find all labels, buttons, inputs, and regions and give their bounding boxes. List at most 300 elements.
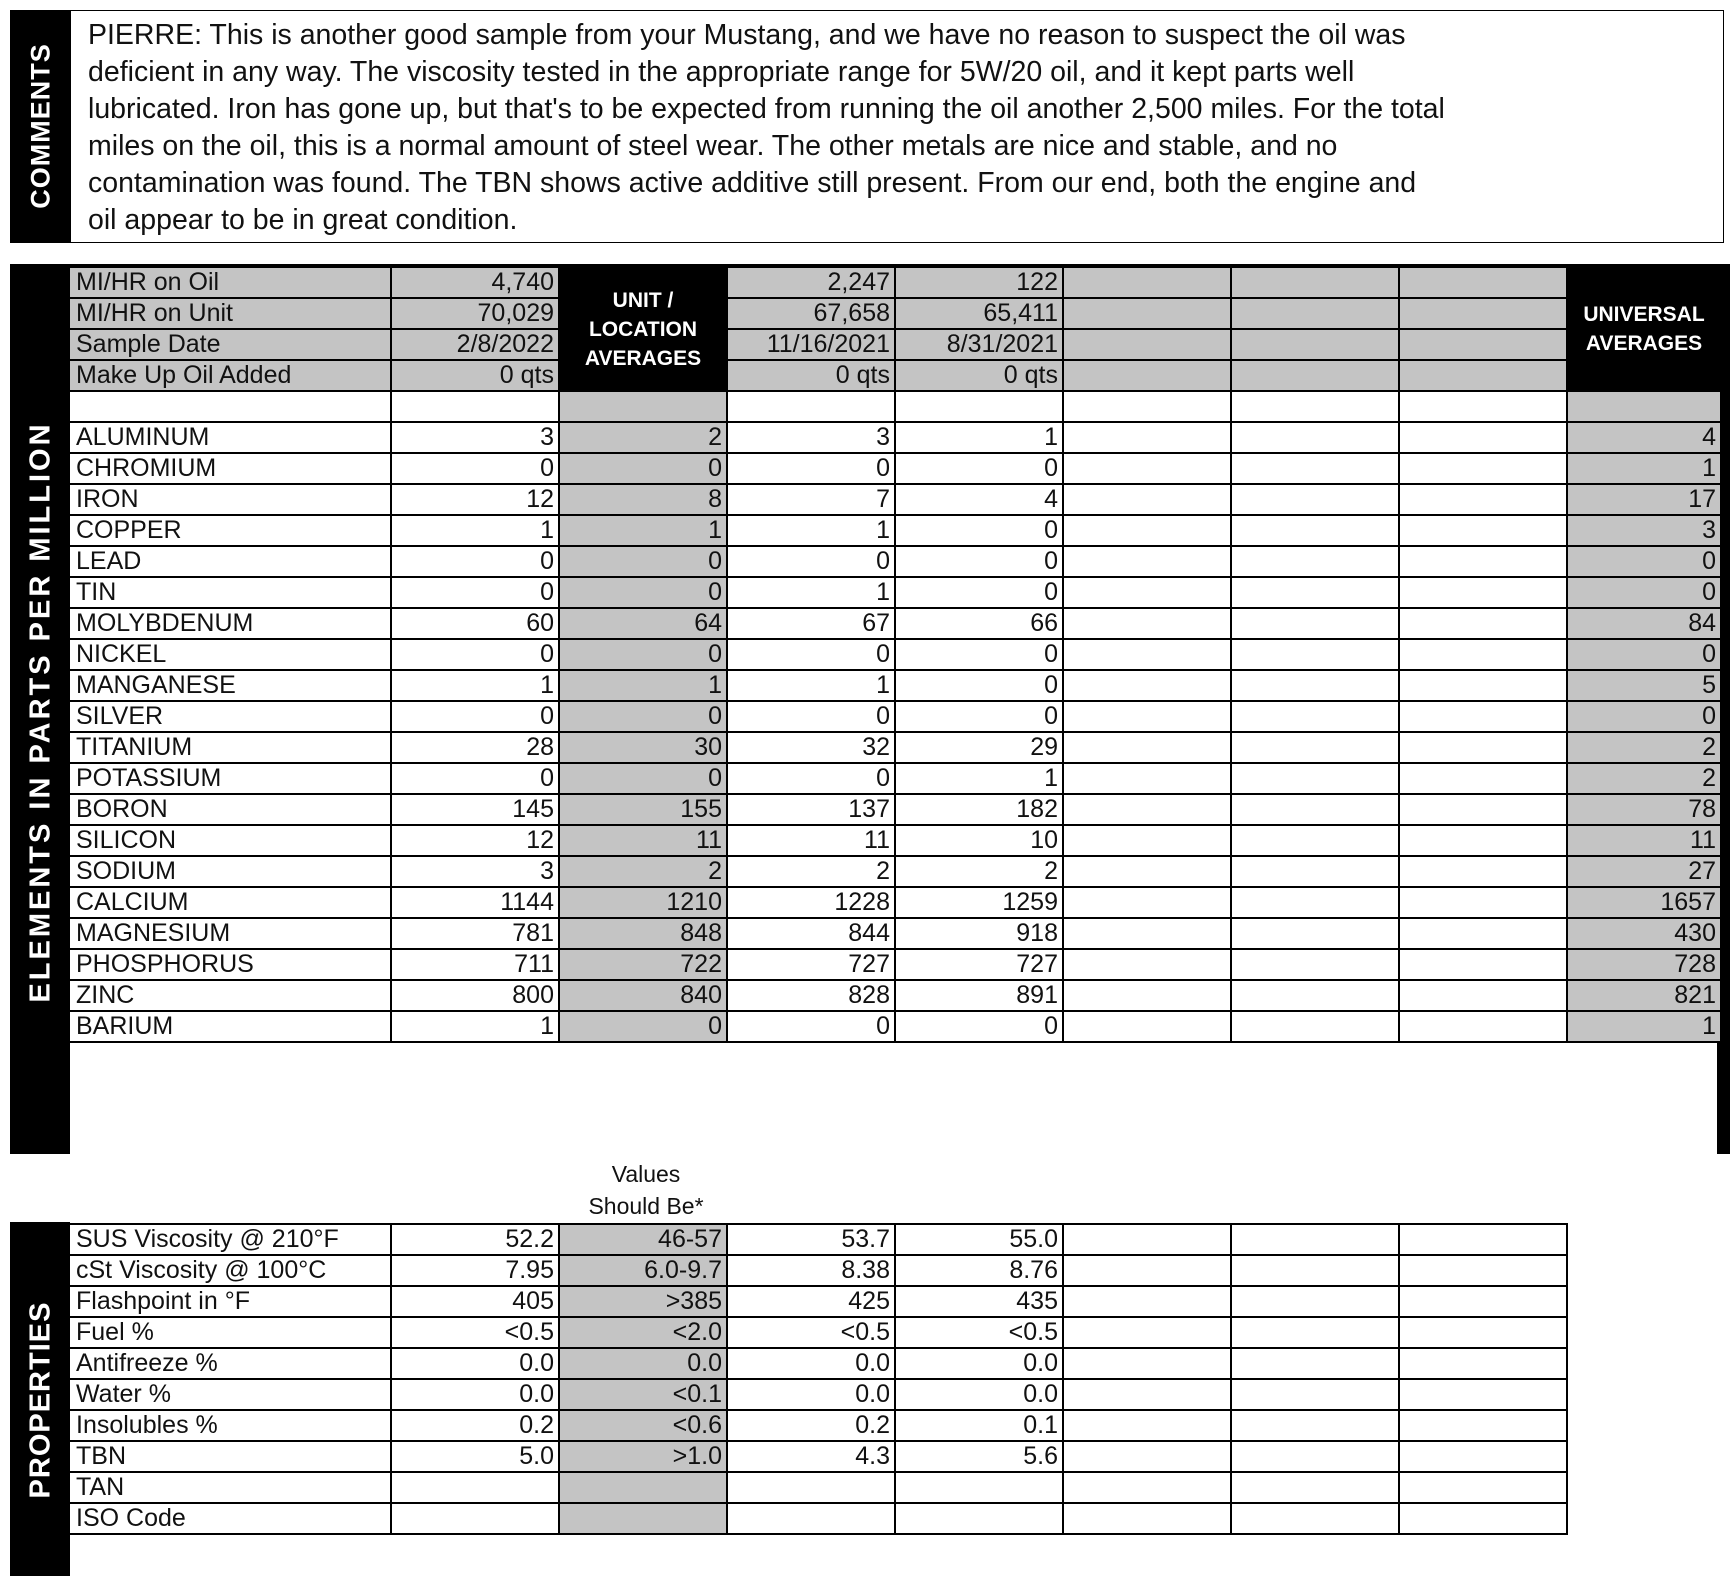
property-sample-3: 5.6	[895, 1441, 1063, 1472]
element-unit-average: 1	[559, 670, 727, 701]
element-sample-2: 0	[727, 546, 895, 577]
element-sample-2: 3	[727, 422, 895, 453]
empty-cell	[1399, 980, 1567, 1011]
empty-cell	[1399, 267, 1567, 298]
element-row	[69, 670, 1721, 701]
element-universal-average: 27	[1567, 856, 1721, 887]
element-unit-average: 840	[559, 980, 727, 1011]
element-current: 3	[391, 422, 559, 453]
empty-cell	[1231, 360, 1399, 391]
property-current: 0.0	[391, 1379, 559, 1410]
element-sample-3: 727	[895, 949, 1063, 980]
property-should-be	[559, 1503, 727, 1534]
element-sample-3: 0	[895, 515, 1063, 546]
empty-cell	[1231, 546, 1399, 577]
property-current: 0.2	[391, 1410, 559, 1441]
empty-cell	[1399, 639, 1567, 670]
empty-cell	[1063, 1255, 1231, 1286]
empty-cell	[1063, 1441, 1231, 1472]
property-should-be: <0.6	[559, 1410, 727, 1441]
element-unit-average: 11	[559, 825, 727, 856]
empty-cell	[1231, 1410, 1399, 1441]
info-sample-3: 122	[895, 267, 1063, 298]
should-be-label: Values Should Be*	[588, 1161, 704, 1219]
empty-cell	[1063, 546, 1231, 577]
empty-cell	[1399, 670, 1567, 701]
element-sample-2: 1228	[727, 887, 895, 918]
empty-cell	[1399, 1472, 1567, 1503]
element-row	[69, 1011, 1721, 1042]
element-current: 145	[391, 794, 559, 825]
empty-cell	[1063, 453, 1231, 484]
unit-location-averages-header: UNIT / LOCATION AVERAGES	[559, 267, 727, 391]
property-current: 5.0	[391, 1441, 559, 1472]
element-row	[69, 608, 1721, 639]
property-should-be: 6.0-9.7	[559, 1255, 727, 1286]
element-name: ALUMINUM	[69, 422, 391, 453]
empty-cell	[1063, 794, 1231, 825]
property-sample-2: 0.0	[727, 1379, 895, 1410]
empty-cell	[1231, 608, 1399, 639]
empty-cell	[1231, 515, 1399, 546]
info-sample-2: 0 qts	[727, 360, 895, 391]
element-unit-average: 0	[559, 639, 727, 670]
empty-cell	[1399, 1317, 1567, 1348]
property-name: Insolubles %	[69, 1410, 391, 1441]
empty-cell	[69, 391, 391, 422]
empty-cell	[1231, 1286, 1399, 1317]
info-sample-3: 65,411	[895, 298, 1063, 329]
empty-cell	[1231, 670, 1399, 701]
element-name: LEAD	[69, 546, 391, 577]
element-sample-2: 0	[727, 1011, 895, 1042]
element-universal-average: 0	[1567, 639, 1721, 670]
element-row	[69, 918, 1721, 949]
empty-cell	[1063, 1317, 1231, 1348]
property-name: Flashpoint in °F	[69, 1286, 391, 1317]
empty-cell	[1231, 794, 1399, 825]
empty-cell	[1063, 1224, 1231, 1255]
empty-cell	[1063, 732, 1231, 763]
property-row	[69, 1286, 1567, 1317]
empty-cell	[1231, 887, 1399, 918]
empty-cell	[1063, 763, 1231, 794]
empty-cell	[391, 391, 559, 422]
empty-cell	[1063, 608, 1231, 639]
empty-cell	[1231, 484, 1399, 515]
empty-cell	[1063, 825, 1231, 856]
property-sample-2: 0.2	[727, 1410, 895, 1441]
element-sample-3: 1	[895, 763, 1063, 794]
empty-cell	[1399, 1011, 1567, 1042]
empty-cell	[1399, 856, 1567, 887]
element-current: 12	[391, 825, 559, 856]
property-current: 0.0	[391, 1348, 559, 1379]
element-unit-average: 0	[559, 546, 727, 577]
property-row	[69, 1255, 1567, 1286]
element-current: 1	[391, 515, 559, 546]
element-unit-average: 0	[559, 701, 727, 732]
property-should-be: >385	[559, 1286, 727, 1317]
property-sample-2	[727, 1503, 895, 1534]
property-should-be: 0.0	[559, 1348, 727, 1379]
property-row	[69, 1348, 1567, 1379]
element-universal-average: 430	[1567, 918, 1721, 949]
empty-cell	[1063, 1472, 1231, 1503]
info-label: Make Up Oil Added	[69, 360, 391, 391]
info-sample-3: 0 qts	[895, 360, 1063, 391]
element-unit-average: 848	[559, 918, 727, 949]
property-current: 7.95	[391, 1255, 559, 1286]
properties-table	[68, 1223, 1568, 1535]
empty-cell	[1063, 1011, 1231, 1042]
empty-cell	[1063, 887, 1231, 918]
empty-cell	[1231, 267, 1399, 298]
empty-cell	[1399, 608, 1567, 639]
empty-cell	[1399, 1286, 1567, 1317]
empty-cell	[1063, 949, 1231, 980]
element-sample-2: 32	[727, 732, 895, 763]
element-name: IRON	[69, 484, 391, 515]
empty-cell	[1399, 1410, 1567, 1441]
element-name: TIN	[69, 577, 391, 608]
property-sample-3: 0.1	[895, 1410, 1063, 1441]
info-sample-2: 67,658	[727, 298, 895, 329]
empty-cell	[1231, 391, 1399, 422]
element-row	[69, 577, 1721, 608]
element-current: 0	[391, 701, 559, 732]
empty-cell	[1231, 732, 1399, 763]
property-name: ISO Code	[69, 1503, 391, 1534]
empty-cell	[1231, 1317, 1399, 1348]
empty-cell	[1063, 484, 1231, 515]
element-current: 0	[391, 546, 559, 577]
element-row	[69, 701, 1721, 732]
empty-cell	[1231, 1503, 1399, 1534]
empty-cell	[1399, 1348, 1567, 1379]
empty-cell	[1399, 515, 1567, 546]
element-name: BARIUM	[69, 1011, 391, 1042]
element-unit-average: 1	[559, 515, 727, 546]
empty-cell	[1063, 1286, 1231, 1317]
property-sample-2: 425	[727, 1286, 895, 1317]
element-name: MANGANESE	[69, 670, 391, 701]
properties-label: PROPERTIES	[24, 1301, 57, 1499]
property-current: 405	[391, 1286, 559, 1317]
element-current: 0	[391, 639, 559, 670]
property-should-be: <0.1	[559, 1379, 727, 1410]
empty-cell	[1063, 639, 1231, 670]
empty-cell	[1399, 949, 1567, 980]
element-universal-average: 3	[1567, 515, 1721, 546]
property-row	[69, 1503, 1567, 1534]
info-row	[69, 267, 1721, 298]
property-name: Water %	[69, 1379, 391, 1410]
property-sample-2: <0.5	[727, 1317, 895, 1348]
empty-cell	[1231, 453, 1399, 484]
empty-cell	[1063, 298, 1231, 329]
element-universal-average: 5	[1567, 670, 1721, 701]
empty-cell	[1063, 980, 1231, 1011]
element-unit-average: 8	[559, 484, 727, 515]
empty-cell	[1231, 1224, 1399, 1255]
empty-cell	[1063, 329, 1231, 360]
property-should-be: 46-57	[559, 1224, 727, 1255]
property-current	[391, 1503, 559, 1534]
empty-cell	[1231, 825, 1399, 856]
universal-averages-header: UNIVERSAL AVERAGES	[1567, 267, 1721, 391]
element-row	[69, 794, 1721, 825]
element-name: CHROMIUM	[69, 453, 391, 484]
blank-row	[69, 391, 1721, 422]
element-name: SILICON	[69, 825, 391, 856]
info-current: 4,740	[391, 267, 559, 298]
element-name: PHOSPHORUS	[69, 949, 391, 980]
property-sample-3: 55.0	[895, 1224, 1063, 1255]
info-current: 0 qts	[391, 360, 559, 391]
element-universal-average: 1	[1567, 1011, 1721, 1042]
info-label: Sample Date	[69, 329, 391, 360]
element-current: 800	[391, 980, 559, 1011]
element-row	[69, 453, 1721, 484]
element-sample-2: 2	[727, 856, 895, 887]
element-sample-2: 844	[727, 918, 895, 949]
element-current: 0	[391, 763, 559, 794]
element-sample-3: 0	[895, 670, 1063, 701]
element-sample-3: 0	[895, 639, 1063, 670]
empty-cell	[1567, 391, 1721, 422]
element-row	[69, 484, 1721, 515]
empty-cell	[1063, 918, 1231, 949]
empty-cell	[1399, 391, 1567, 422]
element-unit-average: 30	[559, 732, 727, 763]
element-sample-3: 0	[895, 701, 1063, 732]
empty-cell	[1063, 267, 1231, 298]
element-sample-3: 182	[895, 794, 1063, 825]
element-sample-3: 66	[895, 608, 1063, 639]
element-unit-average: 155	[559, 794, 727, 825]
element-universal-average: 1	[1567, 453, 1721, 484]
comments-label: COMMENTS	[25, 43, 56, 209]
empty-cell	[1399, 1224, 1567, 1255]
property-sample-2	[727, 1472, 895, 1503]
property-sample-3	[895, 1472, 1063, 1503]
property-name: TAN	[69, 1472, 391, 1503]
empty-cell	[895, 391, 1063, 422]
element-universal-average: 0	[1567, 546, 1721, 577]
element-universal-average: 4	[1567, 422, 1721, 453]
property-row	[69, 1410, 1567, 1441]
property-sample-3: 0.0	[895, 1379, 1063, 1410]
element-name: SILVER	[69, 701, 391, 732]
property-row	[69, 1472, 1567, 1503]
property-sample-2: 53.7	[727, 1224, 895, 1255]
element-sample-2: 727	[727, 949, 895, 980]
element-sample-3: 0	[895, 577, 1063, 608]
empty-cell	[1231, 422, 1399, 453]
element-sample-3: 29	[895, 732, 1063, 763]
property-row	[69, 1379, 1567, 1410]
element-sample-3: 0	[895, 546, 1063, 577]
element-unit-average: 0	[559, 453, 727, 484]
element-universal-average: 0	[1567, 701, 1721, 732]
property-current: 52.2	[391, 1224, 559, 1255]
element-sample-2: 0	[727, 701, 895, 732]
element-current: 1	[391, 670, 559, 701]
element-sample-3: 4	[895, 484, 1063, 515]
element-unit-average: 0	[559, 577, 727, 608]
element-universal-average: 821	[1567, 980, 1721, 1011]
empty-cell	[1399, 763, 1567, 794]
empty-cell	[1399, 422, 1567, 453]
element-sample-3: 2	[895, 856, 1063, 887]
element-sample-2: 0	[727, 639, 895, 670]
element-row	[69, 949, 1721, 980]
element-sample-3: 0	[895, 453, 1063, 484]
empty-cell	[1399, 701, 1567, 732]
element-unit-average: 1210	[559, 887, 727, 918]
empty-cell	[1399, 298, 1567, 329]
property-name: Antifreeze %	[69, 1348, 391, 1379]
element-name: CALCIUM	[69, 887, 391, 918]
empty-cell	[1063, 515, 1231, 546]
property-sample-3: 8.76	[895, 1255, 1063, 1286]
element-sample-2: 67	[727, 608, 895, 639]
elements-label: ELEMENTS IN PARTS PER MILLION	[24, 421, 57, 1003]
property-should-be	[559, 1472, 727, 1503]
property-sample-2: 4.3	[727, 1441, 895, 1472]
element-row	[69, 980, 1721, 1011]
empty-cell	[1231, 1441, 1399, 1472]
element-current: 1144	[391, 887, 559, 918]
empty-cell	[1231, 639, 1399, 670]
element-sample-2: 1	[727, 577, 895, 608]
property-should-be: >1.0	[559, 1441, 727, 1472]
element-row	[69, 422, 1721, 453]
empty-cell	[1231, 298, 1399, 329]
comments-text: PIERRE: This is another good sample from your Mustang, and we have no reason to suspect the oil was deficient in any way. The viscosity tested in the appropriate range for 5W/20 oil, and it kept parts well lubricated. Iron has gone up, but that's to be expected from running the oil another 2,500 miles. For the total miles on the oil, this is a normal amount of steel wear. The other metals are nice and stable, and no contamination was found. The TBN shows active additive still present. From our end, both the engine and oil appear to be in great condition.	[88, 19, 1445, 236]
element-name: NICKEL	[69, 639, 391, 670]
empty-cell	[1399, 1441, 1567, 1472]
empty-cell	[1399, 329, 1567, 360]
empty-cell	[1399, 484, 1567, 515]
element-universal-average: 2	[1567, 732, 1721, 763]
empty-cell	[1063, 1410, 1231, 1441]
element-name: COPPER	[69, 515, 391, 546]
element-universal-average: 78	[1567, 794, 1721, 825]
element-sample-2: 0	[727, 453, 895, 484]
element-name: POTASSIUM	[69, 763, 391, 794]
element-sample-2: 0	[727, 763, 895, 794]
empty-cell	[1231, 701, 1399, 732]
empty-cell	[1399, 577, 1567, 608]
element-row	[69, 887, 1721, 918]
element-sample-3: 0	[895, 1011, 1063, 1042]
element-current: 0	[391, 453, 559, 484]
element-row	[69, 515, 1721, 546]
elements-table	[68, 266, 1722, 1043]
property-sample-3	[895, 1503, 1063, 1534]
info-row	[69, 360, 1721, 391]
info-row	[69, 329, 1721, 360]
empty-cell	[1063, 856, 1231, 887]
empty-cell	[1399, 918, 1567, 949]
property-row	[69, 1441, 1567, 1472]
empty-cell	[1399, 360, 1567, 391]
element-row	[69, 763, 1721, 794]
property-sample-3: <0.5	[895, 1317, 1063, 1348]
property-row	[69, 1317, 1567, 1348]
empty-cell	[1231, 980, 1399, 1011]
empty-cell	[1231, 918, 1399, 949]
property-sample-3: 0.0	[895, 1348, 1063, 1379]
element-sample-2: 11	[727, 825, 895, 856]
empty-cell	[1063, 391, 1231, 422]
info-label: MI/HR on Unit	[69, 298, 391, 329]
element-current: 3	[391, 856, 559, 887]
empty-cell	[1231, 1255, 1399, 1286]
element-universal-average: 84	[1567, 608, 1721, 639]
element-row	[69, 546, 1721, 577]
empty-cell	[1399, 825, 1567, 856]
info-row	[69, 298, 1721, 329]
empty-cell	[1231, 763, 1399, 794]
element-row	[69, 732, 1721, 763]
property-current	[391, 1472, 559, 1503]
info-sample-3: 8/31/2021	[895, 329, 1063, 360]
empty-cell	[1399, 887, 1567, 918]
element-current: 1	[391, 1011, 559, 1042]
element-current: 12	[391, 484, 559, 515]
empty-cell	[559, 391, 727, 422]
empty-cell	[1231, 949, 1399, 980]
empty-cell	[1399, 453, 1567, 484]
info-current: 2/8/2022	[391, 329, 559, 360]
element-current: 781	[391, 918, 559, 949]
empty-cell	[1231, 577, 1399, 608]
info-label: MI/HR on Oil	[69, 267, 391, 298]
empty-cell	[1063, 1348, 1231, 1379]
property-should-be: <2.0	[559, 1317, 727, 1348]
property-name: TBN	[69, 1441, 391, 1472]
property-sample-2: 8.38	[727, 1255, 895, 1286]
element-current: 28	[391, 732, 559, 763]
empty-cell	[1399, 1379, 1567, 1410]
element-sample-2: 1	[727, 515, 895, 546]
element-sample-2: 137	[727, 794, 895, 825]
info-sample-2: 2,247	[727, 267, 895, 298]
element-universal-average: 2	[1567, 763, 1721, 794]
empty-cell	[1063, 360, 1231, 391]
element-universal-average: 1657	[1567, 887, 1721, 918]
empty-cell	[1399, 546, 1567, 577]
empty-cell	[727, 391, 895, 422]
element-universal-average: 17	[1567, 484, 1721, 515]
empty-cell	[1231, 856, 1399, 887]
empty-cell	[1231, 1348, 1399, 1379]
element-row	[69, 825, 1721, 856]
element-sample-3: 1259	[895, 887, 1063, 918]
element-row	[69, 856, 1721, 887]
element-unit-average: 722	[559, 949, 727, 980]
empty-cell	[1399, 794, 1567, 825]
element-name: ZINC	[69, 980, 391, 1011]
element-unit-average: 2	[559, 856, 727, 887]
empty-cell	[1063, 701, 1231, 732]
element-sample-3: 918	[895, 918, 1063, 949]
empty-cell	[1063, 1503, 1231, 1534]
element-sample-3: 1	[895, 422, 1063, 453]
